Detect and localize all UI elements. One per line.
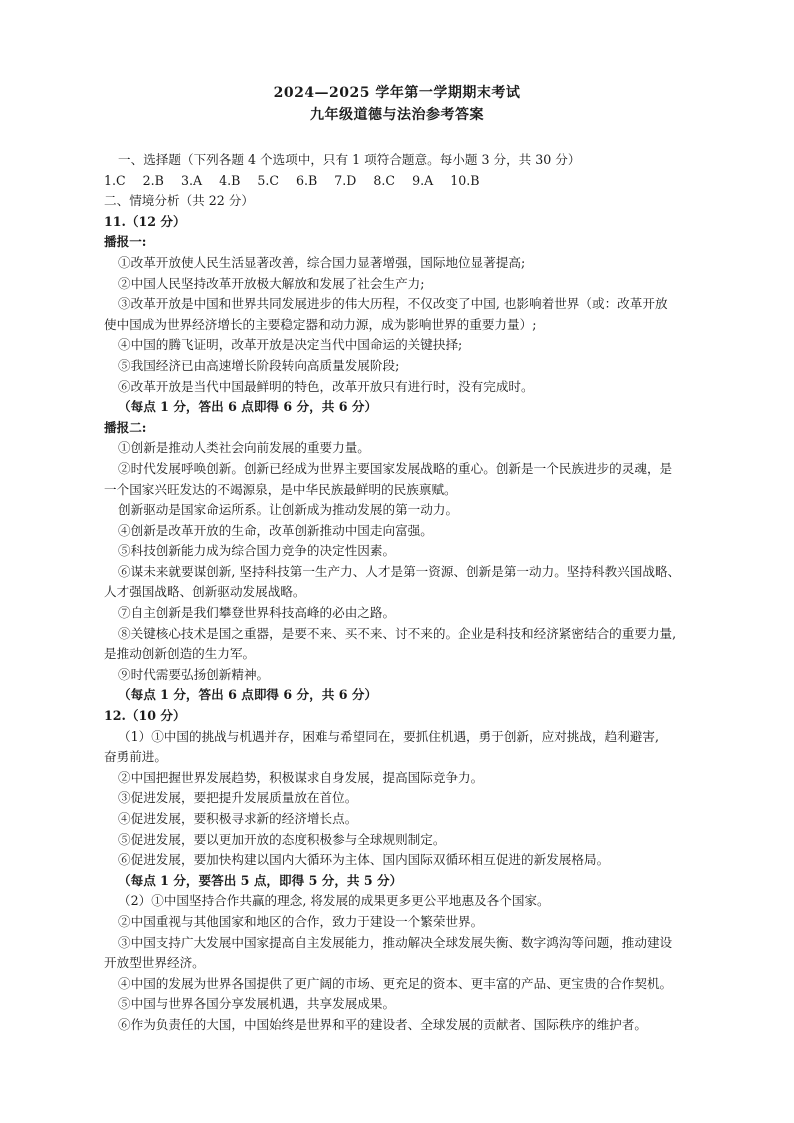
section-heading-analysis: 二、情境分析（共 22 分）: [104, 193, 254, 209]
answer-line: ⑥谋未来就要谋创新, 坚持科技第一生产力、人才是第一资源、创新是第一动力。坚持科教兴国战略、: [118, 563, 681, 579]
choice-answer: 10.B: [450, 172, 480, 188]
report-two-heading: 播报二:: [104, 419, 147, 435]
answer-line: ⑥改革开放是当代中国最鲜明的特色，改革开放只有进行时，没有完成时。: [118, 378, 534, 394]
answer-line: ②时代发展呼唤创新。创新已经成为世界主要国家发展战略的重心。创新是一个民族进步的灵魂，是: [118, 460, 673, 476]
question-12-heading: 12.（10 分）: [104, 708, 186, 724]
answer-line: ④中国的发展为世界各国提供了更广阔的市场、更充足的资本、更丰富的产品、更宝贵的合作契机。: [118, 975, 673, 991]
choice-answer: 7.D: [334, 172, 357, 188]
answer-line: ②中国人民坚持改革开放极大解放和发展了社会生产力;: [118, 275, 425, 291]
answer-line: ④创新是改革开放的生命，改革创新推动中国走向富强。: [118, 522, 433, 538]
answer-line: ③促进发展，要把提升发展质量放在首位。: [118, 790, 358, 806]
answer-line: 一个国家兴旺发达的不竭源泉，是中华民族最鲜明的民族禀赋。: [104, 481, 457, 497]
answer-line: ④中国的腾飞证明，改革开放是决定当代中国命运的关键抉择;: [118, 337, 463, 353]
answer-line: ⑦自主创新是我们攀登世界科技高峰的必由之路。: [118, 605, 396, 621]
answer-line: 奋勇前进。: [104, 749, 167, 765]
choice-answer: 1.C: [104, 172, 126, 188]
answer-line: 使中国成为世界经济增长的主要稳定器和动力源，成为影响世界的重要力量）;: [104, 316, 537, 332]
choice-answer: 8.C: [373, 172, 396, 188]
section-heading-choice: 一、选择题（下列各题 4 个选项中，只有 1 项符合题意。每小题 3 分，共 30 分）: [118, 152, 581, 167]
answer-content: [104, 150, 718, 1036]
answer-line: ③改革开放是中国和世界共同发展进步的伟大历程，不仅改变了中国, 也影响着世界（或：改革开放: [118, 296, 668, 312]
answer-line: 人才强国战略、创新驱动发展战略。: [104, 584, 306, 600]
answer-line: ⑧关键核心技术是国之重器，是要不来、买不来、讨不来的。企业是科技和经济紧密结合的重要力量,: [118, 625, 677, 641]
answer-line: ④促进发展，要积极寻求新的经济增长点。: [118, 811, 358, 826]
answer-line: ②中国把握世界发展趋势，积极谋求自身发展，提高国际竞争力。: [118, 769, 484, 785]
answer-line: ⑤我国经济已由高速增长阶段转向高质量发展阶段;: [118, 357, 400, 373]
choice-answer: 4.B: [219, 172, 241, 188]
answer-line: ⑤中国与世界各国分享发展机遇，共享发展成果。: [118, 996, 396, 1012]
answer-line: 是推动创新创造的生力军。: [104, 646, 256, 662]
answer-line: 创新驱动是国家命运所系。让创新成为推动发展的第一动力。: [118, 502, 459, 518]
scoring-note: （每点 1 分，要答出 5 点，即得 5 分，共 5 分）: [118, 872, 403, 888]
answer-line: ⑨时代需要弘扬创新精神。: [118, 666, 270, 682]
answer-line: ②中国重视与其他国家和地区的合作，致力于建设一个繁荣世界。: [118, 913, 484, 929]
answer-line: ①改革开放使人民生活显著改善，综合国力显著增强，国际地位显著提高;: [118, 254, 526, 270]
scoring-note: （每点 1 分，答出 6 点即得 6 分，共 6 分）: [118, 399, 378, 415]
exam-title: 2024—2025 学年第一学期期末考试: [273, 85, 521, 101]
answer-line: ⑥作为负责任的大国，中国始终是世界和平的建设者、全球发展的贡献者、国际秩序的维护者。: [118, 1016, 647, 1032]
choice-answer: 9.A: [412, 172, 434, 188]
answer-line: ⑥促进发展，要加快构建以国内大循环为主体、国内国际双循环相互促进的新发展格局。: [118, 852, 610, 868]
exam-subtitle: 九年级道德与法治参考答案: [310, 107, 484, 123]
choice-answer: 5.C: [257, 172, 279, 188]
answer-line: ⑤科技创新能力成为综合国力竞争的决定性因素。: [118, 543, 396, 559]
choice-answer: 6.B: [296, 172, 318, 188]
choice-answers: [104, 171, 718, 192]
scoring-note: （每点 1 分，答出 6 点即得 6 分，共 6 分）: [118, 687, 378, 703]
answer-line: ⑤促进发展，要以更加开放的态度积极参与全球规则制定。: [118, 831, 446, 847]
answer-line: ①创新是推动人类社会向前发展的重要力量。: [118, 440, 370, 456]
question-11-heading: 11.（12 分）: [104, 213, 186, 229]
answer-line: 开放型世界经济。: [104, 955, 205, 971]
choice-answer: 2.B: [142, 172, 164, 188]
answer-line: （2）①中国坚持合作共赢的理念, 将发展的成果更多更公平地惠及各个国家。: [118, 893, 550, 909]
report-one-heading: 播报一:: [104, 234, 147, 250]
choice-answer: 3.A: [180, 172, 203, 188]
answer-line: （1）①中国的挑战与机遇并存，困难与希望同在，要抓住机遇，勇于创新，应对挑战，趋利避害,: [118, 728, 659, 744]
answer-line: ③中国支持广大发展中国家提高自主发展能力，推动解决全球发展失衡、数字鸿沟等问题，推动建设: [118, 934, 673, 950]
